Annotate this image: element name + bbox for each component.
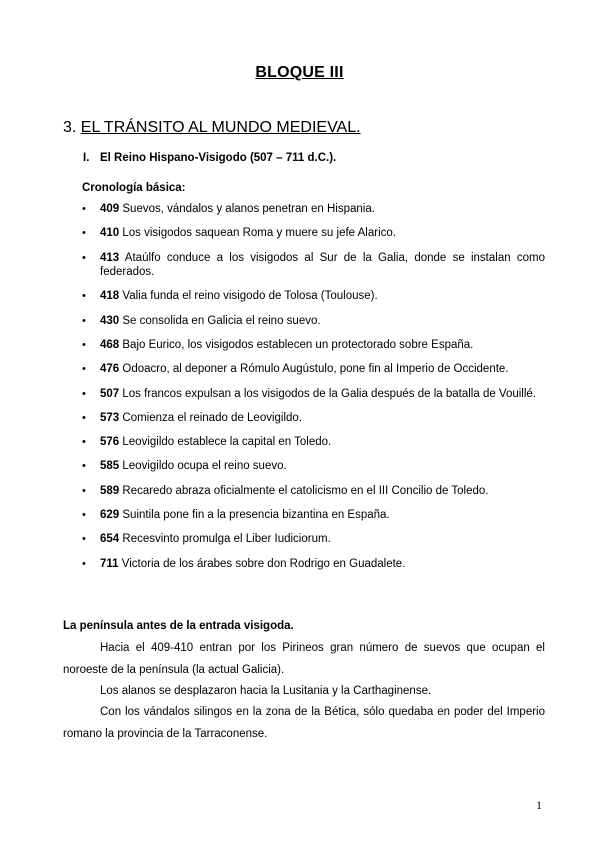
- list-item: [82, 411, 545, 426]
- chronology-text: Ataúlfo conduce a los visigodos al Sur de la Galia, donde se instalan como federados.: [100, 251, 545, 279]
- list-item: [82, 202, 545, 217]
- list-item: [82, 435, 545, 450]
- chronology-text: Los francos expulsan a los visigodos de la Galia después de la batalla de Vouillé.: [119, 387, 537, 400]
- section-heading: [63, 119, 361, 137]
- chronology-label: Cronología básica:: [82, 182, 186, 194]
- bullet-icon: •: [82, 203, 86, 215]
- bullet-icon: •: [82, 460, 86, 473]
- chronology-text: Suevos, vándalos y alanos penetran en Hispania.: [119, 203, 375, 215]
- paragraph: Los alanos se desplazaron hacia la Lusitania y la Carthaginense.: [100, 685, 432, 697]
- peninsula-heading: La península antes de la entrada visigoda.: [63, 620, 294, 632]
- chronology-year: 409: [100, 203, 120, 215]
- chronology-year: 573: [100, 411, 120, 424]
- page-number: 1: [536, 798, 542, 812]
- list-item: [82, 289, 545, 304]
- chronology-text: Comienza el reinado de Leovigildo.: [119, 411, 303, 424]
- chronology-year: 585: [100, 460, 120, 473]
- subsection-numeral: I.: [83, 152, 90, 164]
- bullet-icon: •: [82, 436, 86, 449]
- chronology-year: 430: [100, 314, 120, 327]
- list-item: [82, 508, 545, 523]
- chronology-text: Los visigodos saquean Roma y muere su jefe Alarico.: [119, 227, 396, 240]
- chronology-list: [82, 202, 545, 581]
- bullet-icon: •: [82, 387, 86, 400]
- chronology-text: Bajo Eurico, los visigodos establecen un protectorado sobre España.: [119, 339, 474, 351]
- bullet-icon: •: [82, 290, 86, 303]
- bullet-icon: •: [82, 484, 86, 497]
- chronology-text: Odoacro, al deponer a Rómulo Augústulo, pone fin al Imperio de Occidente.: [119, 363, 509, 376]
- chronology-text: Suintila pone fin a la presencia bizantina en España.: [119, 508, 390, 521]
- section-title: EL TRÁNSITO AL MUNDO MEDIEVAL.: [80, 119, 361, 136]
- chronology-year: 476: [100, 363, 120, 376]
- list-item: [82, 251, 545, 280]
- chronology-year: 711: [100, 557, 119, 570]
- subsection-title: El Reino Hispano-Visigodo (507 – 711 d.C.).: [100, 152, 337, 164]
- list-item: [82, 226, 545, 241]
- chronology-year: 413: [100, 251, 120, 264]
- bullet-icon: •: [82, 363, 86, 376]
- section-number: 3.: [63, 119, 77, 136]
- list-item: [82, 387, 545, 402]
- list-item: [82, 557, 545, 572]
- chronology-year: 654: [100, 533, 120, 546]
- chronology-year: 468: [100, 339, 120, 351]
- chronology-year: 629: [100, 508, 120, 521]
- list-item: [82, 484, 545, 499]
- chronology-text: Leovigildo ocupa el reino suevo.: [119, 460, 287, 473]
- chronology-year: 589: [100, 484, 120, 497]
- list-item: [82, 338, 545, 353]
- bullet-icon: •: [82, 227, 86, 240]
- paragraph: Hacia el 409-410 entran por los Pirineos gran número de suevos que ocupan el noroeste de la península (la actual Galicia).: [63, 642, 545, 676]
- chronology-text: Recaredo abraza oficialmente el catolicismo en el III Concilio de Toledo.: [119, 484, 489, 497]
- list-item: [82, 459, 545, 474]
- bullet-icon: •: [82, 251, 86, 264]
- list-item: [82, 362, 545, 377]
- bullet-icon: •: [82, 339, 86, 351]
- chronology-text: Se consolida en Galicia el reino suevo.: [119, 314, 321, 327]
- list-item: [82, 314, 545, 329]
- chronology-text: Valia funda el reino visigodo de Tolosa (Toulouse).: [119, 290, 378, 303]
- bullet-icon: •: [82, 557, 86, 570]
- chronology-year: 418: [100, 290, 120, 303]
- paragraph: Con los vándalos silingos en la zona de la Bética, sólo quedaba en poder del Imperio romano la provincia de la Tarraconense.: [63, 706, 545, 740]
- chronology-year: 507: [100, 387, 120, 400]
- chronology-text: Leovigildo establece la capital en Toledo.: [119, 436, 332, 449]
- chronology-year: 576: [100, 436, 120, 449]
- subsection-heading: [83, 152, 336, 164]
- chronology-text: Victoria de los árabes sobre don Rodrigo en Guadalete.: [118, 557, 406, 570]
- list-item: [82, 532, 545, 547]
- bullet-icon: •: [82, 533, 86, 546]
- bullet-icon: •: [82, 411, 86, 424]
- bullet-icon: •: [82, 314, 86, 327]
- chronology-year: 410: [100, 227, 120, 240]
- chronology-text: Recesvinto promulga el Liber Iudiciorum.: [119, 533, 331, 546]
- bullet-icon: •: [82, 508, 86, 521]
- block-title: BLOQUE III: [255, 64, 344, 81]
